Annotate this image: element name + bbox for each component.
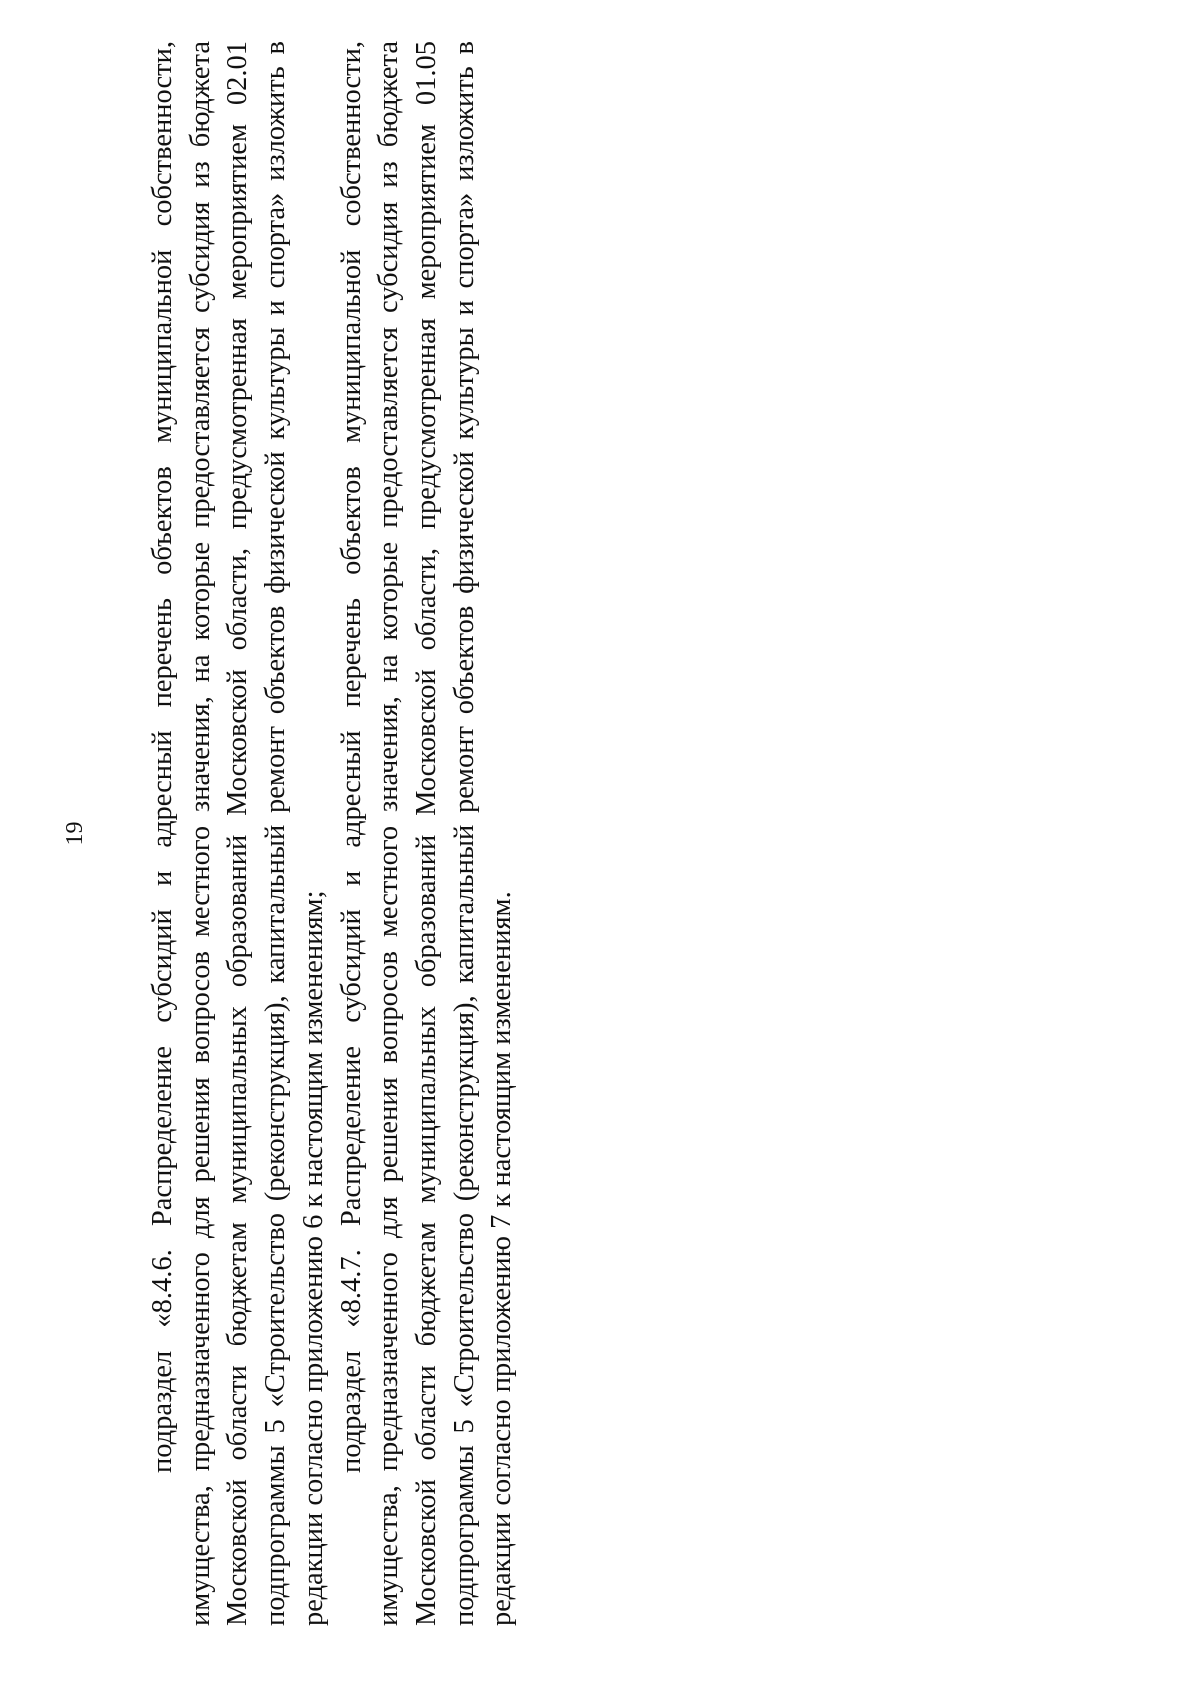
rotated-content (62, 41, 844, 1626)
page-number: 19 (62, 821, 88, 846)
paragraph-8-4-7: подраздел «8.4.7. Распределение субсидий и адресный перечень объектов муниципальной собственности, имущества, предназначенного для решения вопросов местного значения, на которые предоставляется субсидия из бюджета Московской области бюджетам муниципальных образований Московской области, предусмотренная мероприятием 01.05 подпрограммы 5 «Строительство (реконструкция), капитальный ремонт объектов физической культуры и спорта» изложить в редакции согласно приложению 7 к настоящим изменениям. (335, 41, 518, 1626)
document-body (144, 41, 521, 1626)
paragraph-8-4-6: подраздел «8.4.6. Распределение субсидий и адресный перечень объектов муниципальной собственности, имущества, предназначенного для решения вопросов местного значения, на которые предоставляется субсидия из бюджета Московской области бюджетам муниципальных образований Московской области, предусмотренная мероприятием 02.01 подпрограммы 5 «Строительство (реконструкция), капитальный ремонт объектов физической культуры и спорта» изложить в редакции согласно приложению 6 к настоящим изменениям; (147, 41, 329, 1626)
